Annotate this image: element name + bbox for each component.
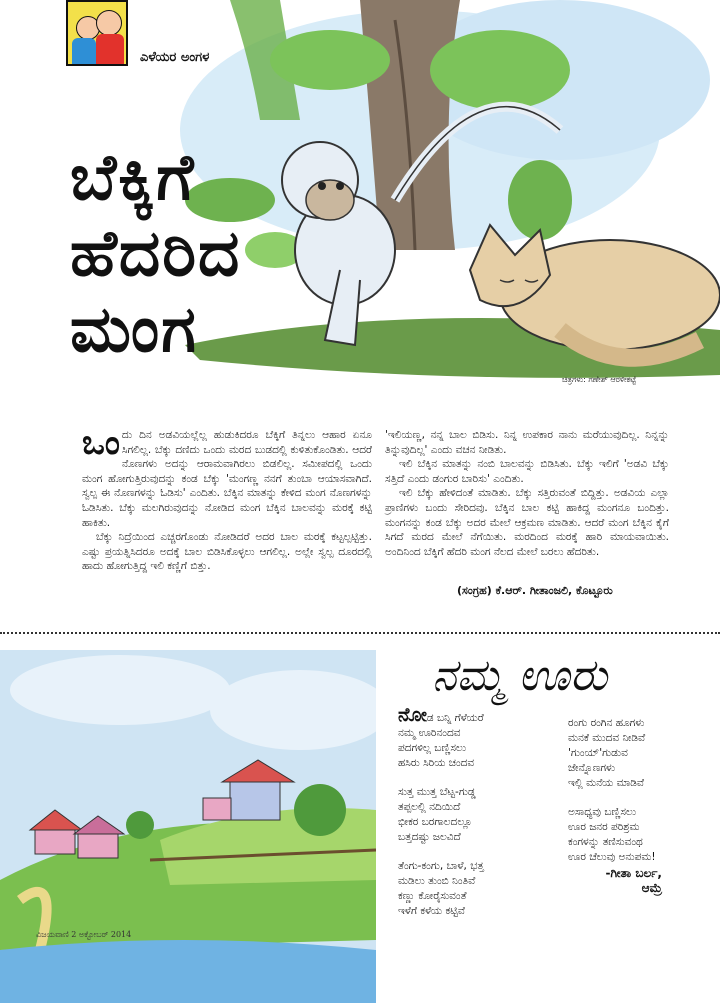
poem-line: ಊರ ಜನರ ಪರಿಶ್ರಮ: [568, 821, 640, 833]
poem-line: ತಪ್ಪಲಲ್ಲಿ ನದಿಯಿದೆ: [398, 801, 461, 813]
poem-line: ಕಣ್ಣು ಕೋರೈಸುವಂತೆ: [398, 890, 467, 902]
story-title: [70, 140, 300, 368]
poem-line: ಮನಕೆ ಮುದವ ನೀಡಿವೆ: [568, 732, 646, 744]
poem-title: ನಮ್ಮ ಊರು: [432, 650, 608, 701]
poem-dropcap: ನೋ: [398, 704, 427, 726]
story-column-left: [82, 423, 372, 574]
village-illustration: [0, 650, 376, 1003]
poem-line: ಅಸಾಧ್ಯವು ಬಣ್ಣಿಸಲು: [568, 806, 637, 818]
poem-line: ರಂಗು ರಂಗಿನ ಹೂಗಳು: [568, 717, 645, 729]
poem-line: ನಮ್ಮ ಊರಿನಂದವ: [398, 727, 461, 739]
poem-line-text: ಡ ಬನ್ನಿ ಗೆಳೆಯರೆ: [426, 712, 484, 724]
poem-line: ತೆಂಗು-ಕಂಗು, ಬಾಳೆ, ಭತ್ತ: [398, 860, 484, 872]
poem-line: ಇಲ್ಲಿ ಮನೆಯ ಮಾಡಿವೆ: [568, 777, 645, 789]
poem-stanza: [398, 785, 548, 845]
poem-line: ಭೀಕರ ಬರಗಾಲದಲ್ಲೂ: [398, 816, 473, 828]
poem-line: ಮಡಿಲು ತುಂಬಿ ನಿಂತಿವೆ: [398, 875, 476, 887]
poem-stanza: [398, 859, 548, 919]
poem-line: ಊರ ಚೆಲುವು ಅನುಪಮ!: [568, 851, 656, 863]
poem-line: ಬತ್ತದಷ್ಟು ಜಲವಿದೆ: [398, 831, 461, 843]
poem-line: [398, 704, 548, 726]
poem-author-name: -ಗೀತಾ ಬರ್ಲ,: [605, 866, 662, 880]
poem-line: ಪದಗಳಿಲ್ಲ ಬಣ್ಣಿಸಲು: [398, 742, 467, 754]
story-column-right: [385, 428, 669, 559]
poem-author: [592, 866, 662, 896]
poem-line: ಕಂಗಳನ್ನು ತಣಿಸುವಂಥ: [568, 836, 643, 848]
poem-column-right: [568, 716, 718, 879]
poem-author-place: ಆಮ್ರೆ: [641, 881, 662, 895]
poem-stanza: [568, 805, 718, 865]
illustrator-credit: ಚಿತ್ರಗಳು: ಗಣೇಶ್ ಆರಳೀಕಟ್ಟೆ: [562, 375, 637, 384]
story-paragraph: ದು ದಿನ ಅಡವಿಯಲ್ಲೆಲ್ಲ ಹುಡುಕಿದರೂ ಬೆಕ್ಕಿಗೆ ತಿನ್ನಲು ಆಹಾರ ಏನೂ ಸಿಗಲಿಲ್ಲ. ಬೆಕ್ಕು ದಣಿದು ಒಂದು ಮರದ ಬುಡದಲ್ಲಿ ಕುಳಿತುಕೊಂಡಿತು. ಆದರೆ ನೊಣಗಳು ಅದನ್ನು ಆರಾಮವಾಗಿರಲು ಬಿಡಲಿಲ್ಲ. ಸಮೀಪದಲ್ಲಿ ಒಂದು ಮಂಗ ಹೋಗುತ್ತಿರುವುದನ್ನು ಕಂಡ ಬೆಕ್ಕು 'ಮಂಗಣ್ಣ ನನಗೆ ತುಂಬಾ ಆಯಾಸವಾಗಿದೆ. ಸ್ವಲ್ಪ ಈ ನೊಣಗಳನ್ನು ಓಡಿಸು' ಎಂದಿತು. ಬೆಕ್ಕಿನ ಮಾತನ್ನು ಕೇಳಿದ ಮಂಗ ನೊಣಗಳನ್ನು ಓಡಿಸಿತು. ಬೆಕ್ಕು ಮಲಗಿರುವುದನ್ನು ನೋಡಿದ ಮಂಗ ಬೆಕ್ಕಿನ ಬಾಲವನ್ನು ಮರಕ್ಕೆ ಕಟ್ಟಿ ಹಾಕಿತು.: [82, 429, 372, 529]
story-title-line: ಮಂಗ: [70, 293, 198, 367]
poem-line: ಸುತ್ತ ಮುತ್ತ ಬೆಟ್ಟ-ಗುಡ್ಡ: [398, 786, 476, 798]
story-title-line: ಹೆದರಿದ: [70, 217, 242, 291]
poem-line: ಜೇನ್ನೊಣಗಳು: [568, 762, 616, 774]
page-footer-caption: ವಿಜಯವಾಣಿ 2 ಅಕ್ಟೋಬರ್ 2014: [36, 930, 132, 939]
section-divider: [0, 632, 720, 634]
story-title-line: ಬೆಕ್ಕಿಗೆ: [70, 141, 196, 215]
poem-line: 'ಗುಂಯ್'ಗುಡುವ: [568, 747, 628, 759]
poem-line: ಇಳೆಗೆ ಕಳೆಯ ಕಟ್ಟಿವೆ: [398, 905, 465, 917]
story-byline: (ಸಂಗ್ರಹ) ಕೆ.ಆರ್. ಗೀತಾಂಜಲಿ, ಕೊಟ್ಟೂರು: [457, 584, 613, 597]
story-dropcap: ಒಂ: [82, 423, 120, 463]
story-paragraph: ಇಲಿ ಬೆಕ್ಕಿನ ಮಾತನ್ನು ನಂಬಿ ಬಾಲವನ್ನು ಬಿಡಿಸಿತು. ಬೆಕ್ಕು ಇಲಿಗೆ 'ಅಡವಿ ಬೆಕ್ಕು ಸತ್ತಿದೆ ಎಂದು ಡಂಗುರ ಬಾರಿಸು' ಎಂದಿತು.: [385, 458, 669, 485]
poem-column-left: [398, 704, 548, 933]
section-label: ಎಳೆಯರ ಅಂಗಳ: [140, 50, 210, 65]
story-paragraph: ಇಲಿ ಬೆಕ್ಕು ಹೇಳಿದಂತೆ ಮಾಡಿತು. ಬೆಕ್ಕು ಸತ್ತಿರುವಂತೆ ಬಿದ್ದಿತ್ತು. ಅಡವಿಯ ಎಲ್ಲಾ ಪ್ರಾಣಿಗಳು ಬಂದು ಸೇರಿದವು. ಬೆಕ್ಕಿನ ಬಾಲ ಕಟ್ಟಿ ಹಾಕಿದ್ದ ಮಂಗನೂ ಬಂದಿತ್ತು. ಮಂಗನನ್ನು ಕಂಡ ಬೆಕ್ಕು ಅದರ ಮೇಲೆ ಆಕ್ರಮಣ ಮಾಡಿತು. ಆದರೆ ಮಂಗ ಬೆಕ್ಕಿನ ಕೈಗೆ ಸಿಗದೆ ಮರದ ಮೇಲೆ ನೆಗೆಯಿತು. ಮರದಿಂದ ಮರಕ್ಕೆ ಹಾರಿ ಮಾಯವಾಯಿತು. ಅಂದಿನಿಂದ ಬೆಕ್ಕಿಗೆ ಹೆದರಿ ಮಂಗ ನೆಲದ ಮೇಲೆ ಬರಲು ಹೆದರಿತು.: [385, 487, 669, 558]
story-paragraph: ಬೆಕ್ಕು ನಿದ್ರೆಯಿಂದ ಎಚ್ಚರಗೊಂಡು ನೋಡಿದರೆ ಅದರ ಬಾಲ ಮರಕ್ಕೆ ಕಟ್ಟಲ್ಪಟ್ಟಿತ್ತು. ಎಷ್ಟು ಪ್ರಯತ್ನಿಸಿದರೂ ಅದಕ್ಕೆ ಬಾಲ ಬಿಡಿಸಿಕೊಳ್ಳಲು ಆಗಲಿಲ್ಲ. ಅಲ್ಲೇ ಸ್ವಲ್ಪ ದೂರದಲ್ಲಿ ಹಾದು ಹೋಗುತ್ತಿದ್ದ ಇಲಿ ಕಣ್ಣಿಗೆ ಬಿತ್ತು.: [82, 531, 372, 573]
poem-stanza: [398, 704, 548, 771]
poem-stanza: [568, 716, 718, 791]
poem-line: ಹಸಿರು ಸಿರಿಯ ಚಂದವ: [398, 757, 475, 769]
story-paragraph: 'ಇಲಿಯಣ್ಣ, ನನ್ನ ಬಾಲ ಬಿಡಿಸು. ನಿನ್ನ ಉಪಕಾರ ನಾನು ಮರೆಯುವುದಿಲ್ಲ. ನಿನ್ನನ್ನು ತಿನ್ನುವುದಿಲ್ಲ' ಎಂದು ವಚನ ನೀಡಿತು.: [385, 429, 669, 456]
